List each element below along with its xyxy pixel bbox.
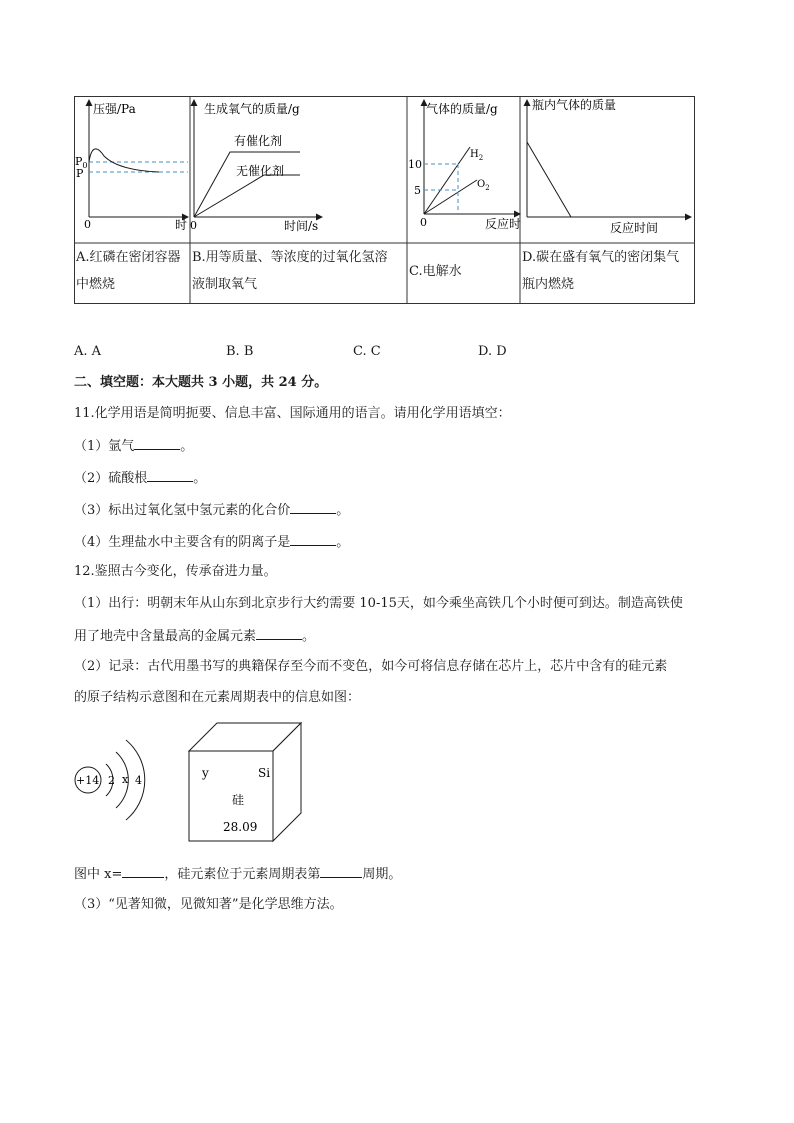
q11-blank-3[interactable] [290,501,336,514]
caption-b: B.用等质量、等浓度的过氧化氢溶 液制取氧气 [192,250,388,292]
element-symbol: Si [258,766,271,780]
q12-part2-line2: 的原子结构示意图和在元素周期表中的信息如图： [74,690,361,705]
atom-shell-2: x [122,773,129,786]
q11-blank-1[interactable] [134,437,180,450]
graph-a-y-label: 压强/Pa [93,102,136,116]
graph-c-tick-10: 10 [408,158,422,171]
graph-c-tick-5: 5 [414,184,421,197]
atom-shell-3: 4 [135,774,142,787]
graph-b-x-label: 时间/s [284,219,319,233]
graph-a-p0-label: $P_0$ [75,155,88,170]
q12-part1-line1: （1）出行：明朝末年从山东到北京步行大约需要 10-15天，如今乘坐高铁几个小时便可到达。制造高铁使 [74,596,683,611]
q12-blank-period[interactable] [320,865,362,878]
q12-blank-x[interactable] [122,865,164,878]
option-d[interactable]: D. D [478,344,507,359]
option-b[interactable]: B. B [226,344,254,359]
graph-c-x-label: 反应时 [485,217,522,231]
graph-b-line2-label: 无催化剂 [236,164,285,178]
graph-c-o2-label: $O_2$ [477,179,490,192]
element-name: 硅 [232,793,245,807]
q12-stem: 12.鉴照古今变化，传承奋进力量。 [74,564,277,579]
question-table [74,96,695,304]
graph-b-origin: 0 [190,219,197,232]
graph-b-y-label: 生成氧气的质量/g [204,102,300,116]
graph-c-h2-label: $H_2$ [470,149,484,162]
q12-fill-line: 图中 x= ，硅元素位于元素周期表第 周期。 [74,867,402,882]
graph-b [194,100,322,217]
graph-c-origin: 0 [420,216,427,229]
q11-part4: （4）生理盐水中主要含有的阴离子是 。 [74,535,350,550]
element-atomic-number: y [202,766,209,780]
graph-d-y-label: 瓶内气体的质量 [532,98,617,112]
q11-part3: （3）标出过氧化氢中氢元素的化合价 。 [74,503,350,518]
graph-d [527,100,691,217]
q11-blank-2[interactable] [147,469,193,482]
q12-part3: （3）“见著知微，见微知著”是化学思维方法。 [74,897,343,912]
graph-d-x-label: 反应时间 [610,221,659,235]
graph-a-x-label: 时 [175,218,188,232]
caption-a: A.红磷在密闭容器 中燃烧 [76,250,181,292]
q11-blank-4[interactable] [290,533,336,546]
q11-stem: 11.化学用语是简明扼要、信息丰富、国际通用的语言。请用化学用语填空： [74,406,511,421]
q11-part2: （2）硫酸根 。 [74,471,207,486]
graph-a-p-label: P [76,167,84,180]
section-heading: 二、填空题：本大题共 3 小题，共 24 分。 [74,375,328,390]
atom-shell-1: 2 [108,774,115,787]
graph-c-y-label: 气体的质量/g [426,102,498,116]
q12-part1-line2: 用了地壳中含量最高的金属元素 。 [74,629,316,644]
graph-a [89,100,188,217]
silicon-atom-diagram [68,730,168,830]
caption-d: D.碳在盛有氧气的密闭集气 瓶内燃烧 [522,250,680,292]
graph-a-origin: 0 [84,218,91,231]
silicon-element-card [186,720,306,844]
option-c[interactable]: C. C [353,344,381,359]
caption-c: C.电解水 [409,264,462,279]
q12-blank-1[interactable] [256,627,302,640]
element-mass: 28.09 [223,820,258,834]
graph-b-line1-label: 有催化剂 [234,134,283,148]
q12-part2-line1: （2）记录：古代用墨书写的典籍保存至今而不变色，如今可将信息存储在芯片上，芯片中含有的硅元素 [74,659,668,674]
option-a[interactable]: A. A [74,344,102,359]
atom-nucleus: +14 [76,774,100,787]
q11-part1: （1）氩气 。 [74,439,194,454]
